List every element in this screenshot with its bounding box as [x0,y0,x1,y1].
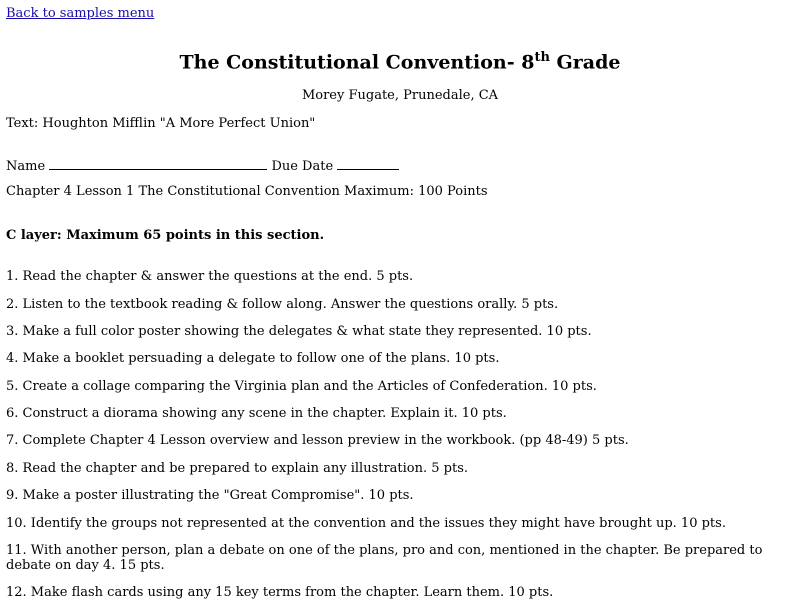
chapter-line: Chapter 4 Lesson 1 The Constitutional Convention Maximum: 100 Points [6,184,488,199]
title-main: The Constitutional Convention- 8 [179,51,535,74]
name-blank [49,157,267,170]
list-item: 12. Make flash cards using any 15 key terms from the chapter. Learn them. 10 pts. [6,585,554,600]
text-reference: Text: Houghton Mifflin "A More Perfect Union" [6,116,316,131]
list-item: 2. Listen to the textbook reading & follow along. Answer the questions orally. 5 pts. [6,297,559,312]
list-item: 8. Read the chapter and be prepared to explain any illustration. 5 pts. [6,461,469,476]
list-item: 1. Read the chapter & answer the questions at the end. 5 pts. [6,269,414,284]
list-item: 6. Construct a diorama showing any scene in the chapter. Explain it. 10 pts. [6,406,507,421]
list-item: 4. Make a booklet persuading a delegate to follow one of the plans. 10 pts. [6,351,500,366]
list-item: 11. With another person, plan a debate on one of the plans, pro and con, mentioned in the chapter. Be prepared to debate on day 4. 15 pts. [6,543,763,573]
title-tail: Grade [549,51,621,74]
document-page [6,0,794,600]
list-item: 10. Identify the groups not represented at the convention and the issues they might have brought up. 10 pts. [6,516,726,531]
due-date-label: Due Date [271,159,334,174]
name-due-row [6,157,399,174]
list-item: 5. Create a collage comparing the Virginia plan and the Articles of Confederation. 10 pts. [6,379,597,394]
section-heading: C layer: Maximum 65 points in this section. [6,228,325,243]
name-label: Name [6,159,46,174]
author-line: Morey Fugate, Prunedale, CA [301,88,499,103]
list-item: 9. Make a poster illustrating the "Great Compromise". 10 pts. [6,488,414,503]
page-title [6,50,794,73]
title-superscript: th [534,50,550,65]
list-item: 7. Complete Chapter 4 Lesson overview and lesson preview in the workbook. (pp 48-49) 5 pts. [6,433,629,448]
back-to-samples-link[interactable]: Back to samples menu [6,6,155,21]
list-item: 3. Make a full color poster showing the delegates & what state they represented. 10 pts. [6,324,592,339]
due-date-blank [337,157,399,170]
